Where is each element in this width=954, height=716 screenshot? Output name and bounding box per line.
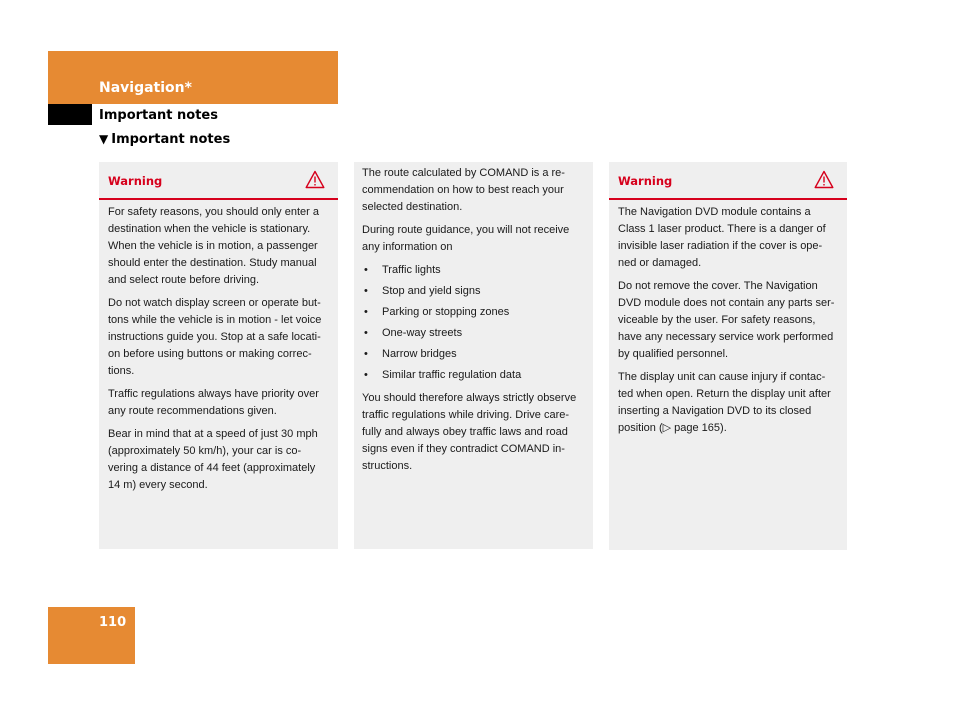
list-item: • Parking or stopping zones — [362, 304, 585, 321]
list-item: • Stop and yield signs — [362, 283, 585, 300]
section-tab-marker — [48, 104, 92, 125]
warning-paragraph: The Navigation DVD module contains a Class 1 laser product. There is a danger of invisible laser radiation if the cover is ope-ned or damaged. — [618, 206, 826, 269]
info-paragraph: You should therefore always strictly observe traffic regulations while driving. Drive care-fully and always obey traffic laws and road signs even if they contradict COMAND in-structions. — [362, 392, 577, 472]
route-info-body — [354, 162, 593, 475]
section-title: Navigation* — [99, 80, 192, 96]
warning-triangle-icon — [814, 170, 834, 189]
info-paragraph: The route calculated by COMAND is a re-commendation on how to best reach your selected destination. — [362, 167, 565, 213]
list-item: • Traffic lights — [362, 262, 585, 279]
excluded-info-list — [362, 262, 585, 384]
warning-box-driving — [99, 162, 338, 549]
heading-triangle-icon: ▼ — [99, 132, 109, 146]
subsection-title: Important notes — [99, 108, 218, 123]
warning-paragraph: The display unit can cause injury if contac-ted when open. Return the display unit after inserting a Navigation DVD to its closed position (▷ page 165). — [618, 371, 831, 434]
page-heading — [99, 132, 230, 147]
warning-header — [609, 162, 847, 200]
warning-paragraph: Traffic regulations always have priority over any route recommendations given. — [108, 388, 319, 417]
warning-paragraph: For safety reasons, you should only enter a destination when the vehicle is stationary. When the vehicle is in motion, a passenger should enter the destination. Study manual and select route before driving. — [108, 206, 319, 286]
list-item: • Similar traffic regulation data — [362, 367, 585, 384]
warning-paragraph: Bear in mind that at a speed of just 30 mph (approximately 50 km/h), your car is co-vering a distance of 44 feet (approximately 14 m) every second. — [108, 428, 318, 491]
warning-triangle-icon — [305, 170, 325, 189]
warning-paragraph: Do not watch display screen or operate but-tons while the vehicle is in motion - let voice instructions guide you. Stop at a safe locati-on before using buttons or making correc-tions. — [108, 297, 322, 377]
warning-paragraph: Do not remove the cover. The Navigation DVD module does not contain any parts ser-viceable by the user. For safety reasons, have any necessary service work performed by qualified personnel. — [618, 280, 835, 360]
warning-body — [609, 200, 847, 437]
warning-label: Warning — [618, 174, 673, 188]
list-item: • Narrow bridges — [362, 346, 585, 363]
section-header-bar — [48, 51, 338, 104]
page-number: 110 — [99, 615, 127, 630]
warning-body — [99, 200, 338, 494]
heading-text: Important notes — [111, 132, 231, 147]
info-paragraph: During route guidance, you will not receive any information on — [362, 224, 570, 253]
list-item: • One-way streets — [362, 325, 585, 342]
warning-label: Warning — [108, 174, 163, 188]
warning-box-dvd — [609, 162, 847, 550]
route-info-box — [354, 162, 593, 549]
warning-header — [99, 162, 338, 200]
